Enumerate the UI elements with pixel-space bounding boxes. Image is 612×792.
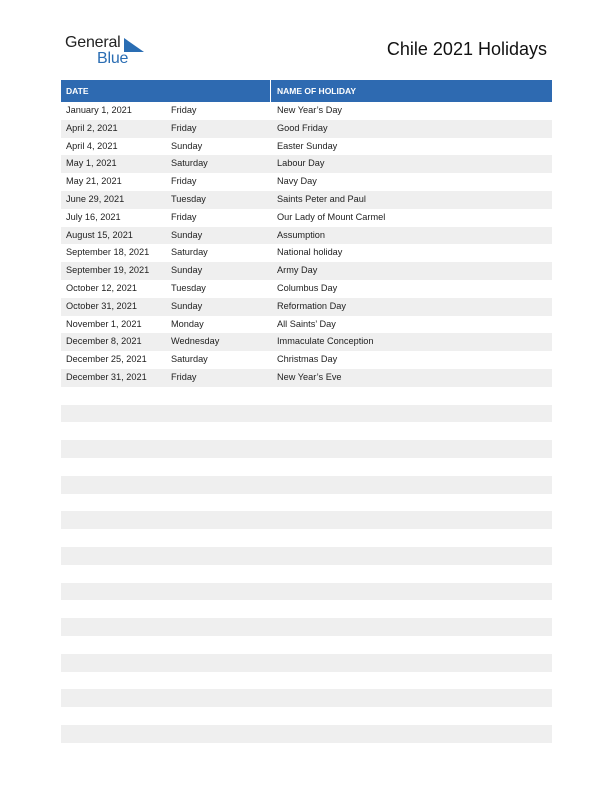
cell-day: [171, 387, 272, 405]
cell-day: [171, 689, 272, 707]
cell-date: August 15, 2021: [66, 229, 133, 240]
cell-date: [61, 689, 171, 707]
cell-day: [171, 494, 272, 512]
table-row: [61, 565, 552, 583]
table-row: [61, 244, 552, 262]
cell-date: December 25, 2021: [66, 354, 147, 365]
cell-holiday-name: [272, 440, 552, 458]
table-row: [61, 636, 552, 654]
table-row: [61, 209, 552, 227]
logo-text-blue: Blue: [97, 50, 129, 67]
table-row: [61, 298, 552, 316]
cell-day: [171, 511, 272, 529]
cell-day: [171, 547, 272, 565]
logo-text-general: General: [65, 34, 121, 51]
table-row: [61, 333, 552, 351]
table-row: [61, 476, 552, 494]
cell-date: December 8, 2021: [66, 336, 142, 347]
cell-holiday-name: [272, 743, 552, 761]
cell-day: Wednesday: [171, 336, 220, 347]
cell-holiday-name: National holiday: [277, 247, 343, 258]
cell-day: Friday: [171, 211, 197, 222]
cell-holiday-name: [272, 689, 552, 707]
cell-holiday-name: [272, 458, 552, 476]
table-row: [61, 120, 552, 138]
cell-holiday-name: [272, 494, 552, 512]
table-row: [61, 672, 552, 690]
table-row: [61, 102, 552, 120]
cell-date: November 1, 2021: [66, 318, 142, 329]
cell-date: [61, 458, 171, 476]
cell-date: [61, 636, 171, 654]
cell-holiday-name: [272, 600, 552, 618]
cell-date: September 19, 2021: [66, 265, 150, 276]
cell-day: [171, 583, 272, 601]
table-row: [61, 351, 552, 369]
cell-day: [171, 476, 272, 494]
cell-date: [61, 476, 171, 494]
cell-date: [61, 405, 171, 423]
table-row: [61, 600, 552, 618]
cell-date: May 21, 2021: [66, 176, 122, 187]
cell-holiday-name: [272, 565, 552, 583]
cell-date: December 31, 2021: [66, 371, 147, 382]
cell-date: September 18, 2021: [66, 247, 150, 258]
cell-day: Tuesday: [171, 193, 206, 204]
cell-date: January 1, 2021: [66, 105, 132, 115]
table-row: [61, 405, 552, 423]
cell-date: [61, 583, 171, 601]
cell-day: [171, 600, 272, 618]
cell-date: [61, 440, 171, 458]
cell-holiday-name: Saints Peter and Paul: [277, 193, 366, 204]
table-row: [61, 529, 552, 547]
cell-day: Friday: [171, 105, 197, 115]
cell-day: Sunday: [171, 140, 203, 151]
cell-day: [171, 458, 272, 476]
table-row: [61, 743, 552, 761]
cell-day: Friday: [171, 371, 197, 382]
table-row: [61, 440, 552, 458]
cell-day: Tuesday: [171, 282, 206, 293]
cell-day: Sunday: [171, 229, 203, 240]
table-row: [61, 138, 552, 156]
cell-holiday-name: [272, 405, 552, 423]
table-row: [61, 547, 552, 565]
cell-day: [171, 440, 272, 458]
table-body: [61, 102, 552, 760]
holiday-table: [61, 80, 552, 760]
cell-date: [61, 600, 171, 618]
header-date: DATE: [61, 80, 271, 102]
cell-day: [171, 654, 272, 672]
cell-day: [171, 422, 272, 440]
cell-date: [61, 387, 171, 405]
cell-holiday-name: Army Day: [277, 265, 318, 276]
table-row: [61, 618, 552, 636]
cell-holiday-name: Columbus Day: [277, 282, 338, 293]
table-row: [61, 422, 552, 440]
table-header: [61, 80, 552, 102]
table-row: [61, 227, 552, 245]
cell-day: [171, 707, 272, 725]
cell-holiday-name: Labour Day: [277, 158, 325, 169]
cell-day: Saturday: [171, 158, 208, 169]
cell-holiday-name: Reformation Day: [277, 300, 346, 311]
header-name: NAME OF HOLIDAY: [277, 86, 357, 96]
table-row: [61, 707, 552, 725]
cell-day: [171, 725, 272, 743]
generalblue-logo: [65, 34, 155, 68]
table-row: [61, 494, 552, 512]
cell-holiday-name: Easter Sunday: [277, 140, 338, 151]
table-row: [61, 689, 552, 707]
cell-date: April 4, 2021: [66, 140, 118, 151]
cell-holiday-name: [272, 725, 552, 743]
cell-holiday-name: [272, 547, 552, 565]
cell-holiday-name: Assumption: [277, 229, 326, 240]
page-title: Chile 2021 Holidays: [386, 39, 547, 59]
cell-holiday-name: Immaculate Conception: [277, 336, 374, 347]
cell-holiday-name: All Saints’ Day: [277, 318, 336, 329]
table-row: [61, 316, 552, 334]
cell-holiday-name: [272, 529, 552, 547]
cell-day: [171, 405, 272, 423]
cell-holiday-name: [272, 422, 552, 440]
cell-date: [61, 725, 171, 743]
table-row: [61, 280, 552, 298]
cell-date: October 12, 2021: [66, 282, 137, 293]
cell-date: October 31, 2021: [66, 300, 137, 311]
cell-date: July 16, 2021: [66, 211, 121, 222]
cell-holiday-name: [272, 387, 552, 405]
cell-date: May 1, 2021: [66, 158, 117, 169]
cell-holiday-name: Christmas Day: [277, 354, 338, 365]
cell-day: [171, 565, 272, 583]
cell-holiday-name: [272, 476, 552, 494]
cell-holiday-name: Navy Day: [277, 176, 317, 187]
table-row: [61, 511, 552, 529]
table-row: [61, 583, 552, 601]
cell-day: Sunday: [171, 300, 203, 311]
cell-day: Friday: [171, 122, 197, 133]
cell-date: [61, 707, 171, 725]
table-row: [61, 654, 552, 672]
cell-date: [61, 547, 171, 565]
cell-holiday-name: [272, 654, 552, 672]
cell-day: Sunday: [171, 265, 203, 276]
cell-holiday-name: New Year’s Eve: [277, 371, 342, 382]
table-row: [61, 369, 552, 387]
cell-day: Saturday: [171, 247, 208, 258]
table-row: [61, 725, 552, 743]
cell-holiday-name: [272, 636, 552, 654]
cell-day: [171, 636, 272, 654]
cell-holiday-name: Good Friday: [277, 122, 328, 133]
cell-day: Saturday: [171, 354, 208, 365]
table-row: [61, 173, 552, 191]
cell-day: Monday: [171, 318, 204, 329]
cell-holiday-name: [272, 583, 552, 601]
cell-date: [61, 529, 171, 547]
cell-date: [61, 618, 171, 636]
table-row: [61, 155, 552, 173]
cell-date: [61, 511, 171, 529]
cell-day: [171, 529, 272, 547]
cell-day: [171, 672, 272, 690]
cell-holiday-name: [272, 511, 552, 529]
cell-date: [61, 743, 171, 761]
cell-date: [61, 672, 171, 690]
cell-holiday-name: [272, 618, 552, 636]
cell-day: [171, 743, 272, 761]
table-row: [61, 191, 552, 209]
table-row: [61, 458, 552, 476]
cell-day: [171, 618, 272, 636]
cell-date: [61, 494, 171, 512]
cell-date: June 29, 2021: [66, 193, 125, 204]
cell-holiday-name: Our Lady of Mount Carmel: [277, 211, 386, 222]
cell-date: [61, 422, 171, 440]
table-row: [61, 387, 552, 405]
cell-date: April 2, 2021: [66, 122, 118, 133]
cell-holiday-name: [272, 707, 552, 725]
cell-holiday-name: New Year’s Day: [277, 105, 343, 115]
cell-day: Friday: [171, 176, 197, 187]
cell-date: [61, 654, 171, 672]
table-row: [61, 262, 552, 280]
cell-holiday-name: [272, 672, 552, 690]
cell-date: [61, 565, 171, 583]
